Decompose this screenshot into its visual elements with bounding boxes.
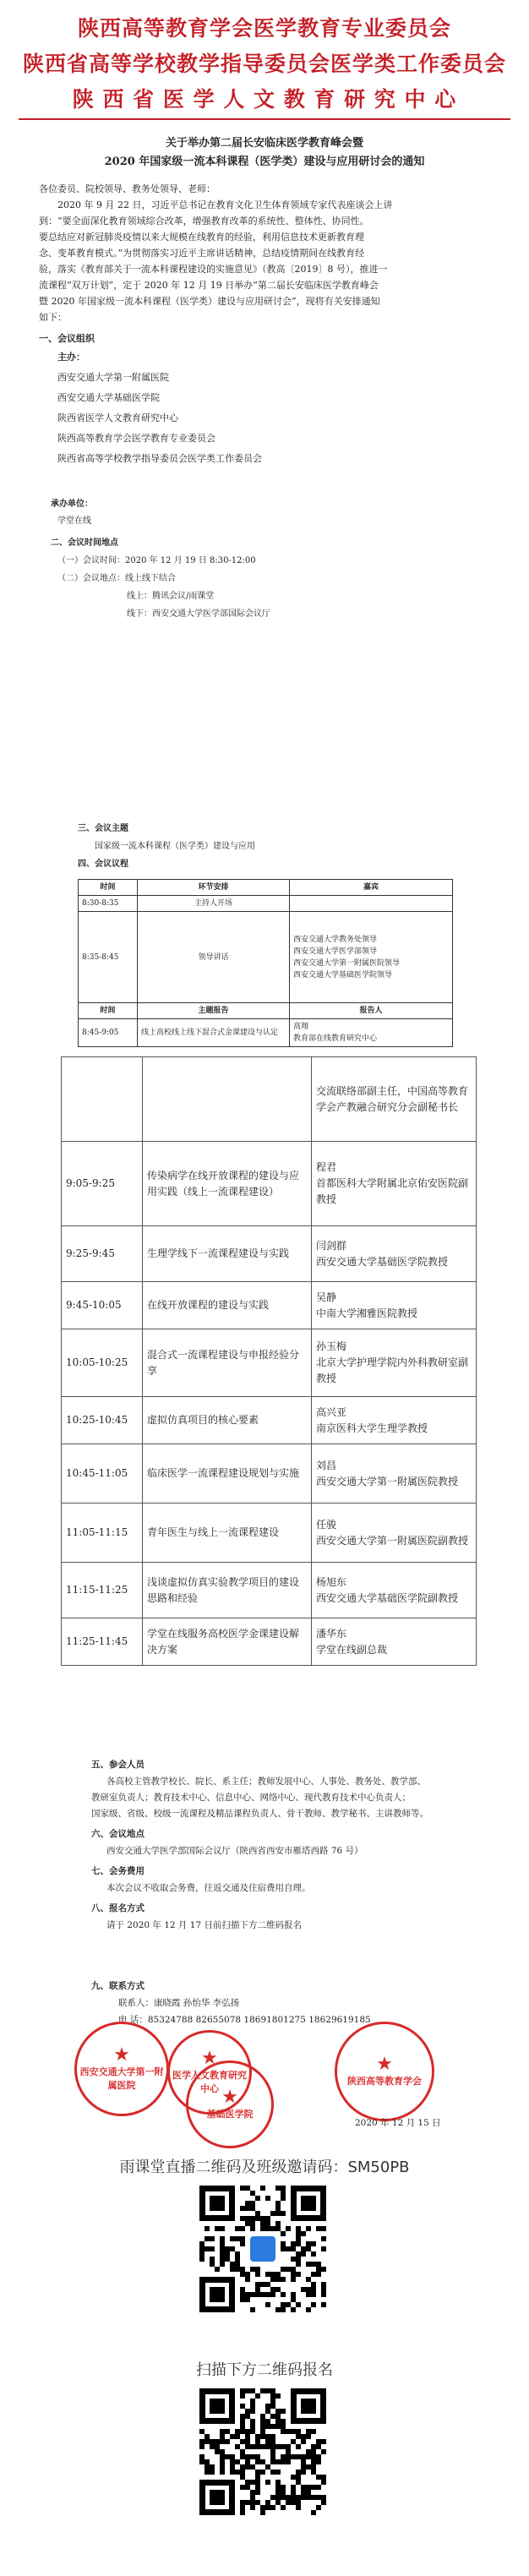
- body-line: 2020 年 9 月 22 日，习近平总书记在教育文化卫生体育领域专家代表座谈会上讲: [57, 199, 393, 210]
- letterhead-divider: [19, 118, 510, 120]
- qr-module: [286, 2459, 291, 2464]
- item-cell: 临床医学一流课程建设规划与实施: [143, 1444, 312, 1504]
- section-heading-4: 四、会议议程: [78, 860, 128, 869]
- qr-module: [311, 2292, 316, 2297]
- qr-module: [301, 2439, 306, 2444]
- header-cell: 时间: [79, 880, 138, 896]
- time-cell: 10:45-11:05: [62, 1444, 143, 1504]
- meeting-online: 线上：腾讯会议/雨课堂: [127, 592, 215, 601]
- qr-module: [210, 2470, 215, 2475]
- qr-module: [321, 2302, 326, 2307]
- agenda-table-2: [61, 1056, 477, 1666]
- qr-module: [250, 2409, 255, 2414]
- time-cell: 11:25-11:45: [62, 1618, 143, 1666]
- qr-module: [321, 2500, 326, 2505]
- qr-module: [210, 2236, 215, 2241]
- qr-module: [265, 2196, 270, 2201]
- seal-stamp: ★ 西安交通大学第一附属医院: [74, 2022, 169, 2116]
- qr-module: [296, 2505, 301, 2510]
- fee-line: 本次会议不收取会务费，往返交通及住宿费用自理。: [106, 1883, 311, 1893]
- section-heading-5: 五、参会人员: [91, 1760, 145, 1770]
- livestream-qr-code[interactable]: [199, 2186, 326, 2312]
- header-cell: 时间: [79, 1003, 138, 1019]
- table-header-row: [79, 880, 453, 896]
- qr-module: [321, 2236, 326, 2241]
- qr-module: [260, 2470, 265, 2475]
- qr-module: [306, 2307, 311, 2312]
- qr-module: [306, 2434, 311, 2439]
- seal-text: 西安交通大学第一附属医院: [79, 2066, 164, 2091]
- attendees-line: 各高校主管教学校长、院长、系主任；教师发展中心、人事处、教务处、教学部、: [106, 1776, 426, 1787]
- guest-cell: 交流联络部副主任，中国高等教育学会产教融合研究分会副秘书长: [312, 1057, 477, 1142]
- table-row: [62, 1444, 477, 1504]
- qr-module: [255, 2490, 260, 2495]
- time-cell: 10:25-10:45: [62, 1397, 143, 1444]
- time-cell: 10:05-10:25: [62, 1329, 143, 1397]
- organizer-label: 承办单位：: [51, 499, 93, 509]
- qr-module: [255, 2393, 260, 2399]
- table-row: [62, 1226, 477, 1282]
- qr-module: [321, 2226, 326, 2231]
- letterhead-line-3: 陕 西 省 医 学 人 文 教 育 研 究 中 心: [72, 87, 457, 112]
- table-row: [62, 1397, 477, 1444]
- time-cell: 8:35-8:45: [79, 912, 138, 1003]
- register-line: 请于 2020 年 12 月 17 日前扫描下方二维码报名: [106, 1920, 302, 1930]
- qr-module: [260, 2510, 265, 2515]
- item-cell: 传染病学在线开放课程的建设与应用实践（线上一流课程建设）: [143, 1142, 312, 1226]
- notice-title-line-1: 关于举办第二届长安临床医学教育峰会暨: [165, 137, 363, 150]
- qr-module: [250, 2505, 255, 2510]
- qr-module: [296, 2302, 301, 2307]
- qr-module: [240, 2510, 245, 2515]
- qr-finder: [199, 2186, 235, 2221]
- guest-cell: 高翔 教育部在线教育研究中心: [290, 1019, 453, 1047]
- qr-logo-icon: [250, 2236, 275, 2262]
- qr-module: [281, 2292, 286, 2297]
- section-heading-2: 二、会议时间地点: [51, 538, 118, 548]
- qr1-caption: 雨课堂直播二维码及班级邀请码：SM50PB: [119, 2158, 410, 2176]
- qr-module: [270, 2292, 275, 2297]
- item-cell: 在线开放课程的建设与实践: [143, 1282, 312, 1329]
- qr-module: [296, 2262, 301, 2267]
- table-row: [62, 1282, 477, 1329]
- guest-cell: 刘昌 西安交通大学第一附属医院教授: [312, 1444, 477, 1504]
- header-cell: 环节安排: [138, 880, 290, 896]
- qr-module: [321, 2480, 326, 2485]
- item-cell: 青年医生与线上一流课程建设: [143, 1504, 312, 1563]
- section-heading-9: 九、联系方式: [91, 1981, 145, 1991]
- organizer-name: 学堂在线: [57, 516, 91, 526]
- section-heading-6: 六、会议地点: [91, 1829, 145, 1839]
- guest-cell: 杨旭东 西安交通大学基础医学院副教授: [312, 1563, 477, 1618]
- body-line: 要总结应对新冠肺炎疫情以来大规模在线教育的经验，利用信息技术更新教育理: [39, 232, 364, 243]
- table-row: [62, 1057, 477, 1142]
- qr-module: [281, 2277, 286, 2282]
- qr-module: [286, 2226, 291, 2231]
- attendees-line: 教研室负责人；教育技术中心、信息中心、网络中心、现代教育技术中心负责人；: [91, 1793, 411, 1803]
- item-cell: 混合式一流课程建设与申报经验分享: [143, 1329, 312, 1397]
- time-cell: 9:45-10:05: [62, 1282, 143, 1329]
- time-cell: 11:15-11:25: [62, 1563, 143, 1618]
- attendees-line: 国家级、省级、校级一流课程及精品课程负责人、骨干教师、教学秘书、主讲教师等。: [91, 1809, 428, 1819]
- seal-stamp: ★ 医学人文教育研究中心: [167, 2030, 252, 2115]
- guest-cell: 程君 首都医科大学附属北京佑安医院副教授: [312, 1142, 477, 1226]
- body-line: 到：“要全面深化教育领域综合改革，增强教育改革的系统性、整体性、协同性。: [39, 216, 369, 226]
- qr-module: [291, 2277, 296, 2282]
- qr-module: [245, 2297, 250, 2302]
- table-row: [62, 1618, 477, 1666]
- qr-module: [220, 2226, 225, 2231]
- qr-module: [311, 2251, 316, 2257]
- qr-module: [321, 2439, 326, 2444]
- contact-phone: 电 话：85324788 82655078 18691801275 18629619185: [118, 2015, 371, 2025]
- qr-module: [205, 2226, 210, 2231]
- header-cell: 报告人: [290, 1003, 453, 1019]
- qr-module: [296, 2272, 301, 2277]
- qr-module: [250, 2226, 255, 2231]
- qr-module: [321, 2449, 326, 2454]
- item-cell: 虚拟仿真项目的核心要素: [143, 1397, 312, 1444]
- qr-module: [281, 2211, 286, 2216]
- table-row: [79, 896, 453, 912]
- qr-module: [265, 2480, 270, 2485]
- qr-module: [255, 2272, 260, 2277]
- venue-line: 西安交通大学医学部国际会议厅（陕西省西安市雁塔西路 76 号）: [106, 1846, 363, 1856]
- seal-stamp: ★ 陕西高等教育学会: [335, 2022, 434, 2121]
- qr-finder: [291, 2388, 326, 2424]
- table-row: [79, 912, 453, 1003]
- qr-module: [240, 2226, 245, 2231]
- qr-module: [311, 2429, 316, 2434]
- item-cell: [143, 1057, 312, 1142]
- section-heading-1: 一、会议组织: [39, 333, 95, 344]
- qr-finder: [199, 2277, 235, 2312]
- qr-module: [240, 2393, 245, 2399]
- host-item: 陕西高等教育学会医学教育专业委员会: [57, 433, 215, 444]
- item-cell: 生理学线下一流课程建设与实践: [143, 1226, 312, 1282]
- qr-module: [281, 2196, 286, 2201]
- qr-module: [281, 2307, 286, 2312]
- time-cell: 11:05-11:15: [62, 1504, 143, 1563]
- qr-finder: [199, 2480, 235, 2515]
- qr-module: [291, 2307, 296, 2312]
- qr-module: [311, 2241, 316, 2246]
- qr-module: [220, 2262, 225, 2267]
- qr-module: [210, 2246, 215, 2251]
- guest-cell: 吴静 中南大学湘雅医院教授: [312, 1282, 477, 1329]
- section-heading-7: 七、会务费用: [91, 1866, 145, 1876]
- item-cell: 主持人开场: [138, 896, 290, 912]
- table-row: [62, 1504, 477, 1563]
- body-line: 如下：: [39, 312, 67, 323]
- qr-module: [199, 2257, 205, 2262]
- qr-module: [306, 2226, 311, 2231]
- item-cell: 线上高校线上线下混合式金课建设与认定: [138, 1019, 290, 1047]
- qr-module: [301, 2231, 306, 2236]
- item-cell: 领导讲话: [138, 912, 290, 1003]
- time-cell: 9:05-9:25: [62, 1142, 143, 1226]
- body-line: 流课程“双万计划”，定于 2020 年 12 月 19 日举办“第二届长安临床医学教育峰会: [39, 280, 379, 291]
- qr-module: [311, 2302, 316, 2307]
- section-heading-3: 三、会议主题: [78, 824, 128, 833]
- table-row: [79, 1019, 453, 1047]
- qr-module: [296, 2444, 301, 2449]
- qr-module: [240, 2241, 245, 2246]
- qr-module: [281, 2409, 286, 2414]
- table-header-row: [79, 1003, 453, 1019]
- qr-module: [250, 2307, 255, 2312]
- time-cell: 8:45-9:05: [79, 1019, 138, 1047]
- host-label: 主办：: [57, 352, 85, 363]
- meeting-place: （二）会议地点：线上线下结合: [57, 574, 176, 583]
- qr-module: [311, 2510, 316, 2515]
- body-line: 念、变革教育模式。”为贯彻落实习近平主席讲话精神，总结疫情期间在线教育经: [39, 248, 365, 259]
- table-row: [62, 1329, 477, 1397]
- qr-module: [281, 2505, 286, 2510]
- qr-module: [265, 2302, 270, 2307]
- qr-module: [301, 2251, 306, 2257]
- meeting-offline: 线下：西安交通大学医学部国际会议厅: [127, 609, 270, 619]
- table-row: [62, 1142, 477, 1226]
- guest-cell: 孙玉梅 北京大学护理学院内外科教研室副教授: [312, 1329, 477, 1397]
- item-cell: 浅谈虚拟仿真实验教学项目的建设思路和经验: [143, 1563, 312, 1618]
- header-cell: 主题报告: [138, 1003, 290, 1019]
- time-cell: [62, 1057, 143, 1142]
- item-cell: 学堂在线服务高校医学金课建设解决方案: [143, 1618, 312, 1666]
- qr-module: [281, 2231, 286, 2236]
- registration-qr-code[interactable]: [199, 2388, 326, 2515]
- meeting-time: （一）会议时间：2020 年 12 月 19 日 8:30-12:00: [57, 556, 256, 565]
- guest-cell: 任骏 西安交通大学第一附属医院副教授: [312, 1504, 477, 1563]
- notice-date: 2020 年 12 月 15 日: [355, 2118, 441, 2128]
- qr-module: [316, 2505, 321, 2510]
- section-heading-8: 八、报名方式: [91, 1903, 145, 1913]
- seal-text: 医学人文教育研究中心: [172, 2070, 247, 2094]
- letterhead-line-1: 陕西高等教育学会医学教育专业委员会: [77, 16, 451, 41]
- qr-module: [255, 2196, 260, 2201]
- guest-cell: 西安交通大学教务处领导 西安交通大学医学部领导 西安交通大学第一附属医院领导 西安交通大学基础医学院领导: [290, 912, 453, 1003]
- seal-text: 基础医学院: [206, 2109, 254, 2120]
- qr-module: [270, 2505, 275, 2510]
- qr-module: [199, 2444, 205, 2449]
- host-item: 陕西省医学人文教育研究中心: [57, 412, 178, 423]
- qr-module: [245, 2277, 250, 2282]
- contact-names: 联系人：康晓霞 孙怡华 李弘扬: [118, 1998, 240, 2008]
- qr-module: [275, 2393, 281, 2399]
- qr-module: [316, 2459, 321, 2464]
- meeting-theme: 国家级一流本科课程（医学类）建设与应用: [95, 842, 255, 851]
- letterhead-line-2: 陕西省高等学校教学指导委员会医学类工作委员会: [22, 52, 506, 76]
- qr-module: [321, 2246, 326, 2251]
- host-item: 陕西省高等学校教学指导委员会医学类工作委员会: [57, 453, 262, 464]
- guest-cell: 高兴亚 南京医科大学生理学教授: [312, 1397, 477, 1444]
- time-cell: 8:30-8:35: [79, 896, 138, 912]
- qr-module: [275, 2470, 281, 2475]
- host-item: 西安交通大学基础医学院: [57, 392, 160, 403]
- qr-finder: [291, 2186, 326, 2221]
- guest-cell: 闫剑群 西安交通大学基础医学院教授: [312, 1226, 477, 1282]
- body-line: 暨 2020 年国家级一流本科课程（医学类）建设与应用研讨会”，现将有关安排通知: [39, 296, 380, 307]
- guest-cell: [290, 896, 453, 912]
- qr-finder: [199, 2388, 235, 2424]
- qr-module: [321, 2267, 326, 2272]
- time-cell: 9:25-9:45: [62, 1226, 143, 1282]
- qr-module: [321, 2292, 326, 2297]
- qr-module: [260, 2186, 265, 2191]
- qr-module: [301, 2470, 306, 2475]
- header-cell: 嘉宾: [290, 880, 453, 896]
- qr-module: [316, 2272, 321, 2277]
- seal-stamp: ★ 基础医学院: [186, 2060, 274, 2148]
- salutation: 各位委员、院校领导、教务处领导、老师：: [39, 183, 215, 194]
- host-item: 西安交通大学第一附属医院: [57, 372, 169, 383]
- seal-text: 陕西高等教育学会: [347, 2076, 422, 2087]
- qr-module: [215, 2267, 220, 2272]
- qr-module: [220, 2470, 225, 2475]
- body-line: 验，落实《教育部关于一流本科课程建设的实施意见》（教高〔2019〕8 号），推进一: [39, 264, 388, 275]
- table-row: [62, 1563, 477, 1618]
- agenda-table-1: [78, 879, 453, 1047]
- notice-title-line-2: 2020 年国家级一流本科课程（医学类）建设与应用研讨会的通知: [104, 156, 425, 168]
- qr2-caption: 扫描下方二维码报名: [196, 2361, 333, 2379]
- guest-cell: 潘华东 学堂在线副总裁: [312, 1618, 477, 1666]
- qr-module: [316, 2485, 321, 2490]
- qr-module: [225, 2439, 230, 2444]
